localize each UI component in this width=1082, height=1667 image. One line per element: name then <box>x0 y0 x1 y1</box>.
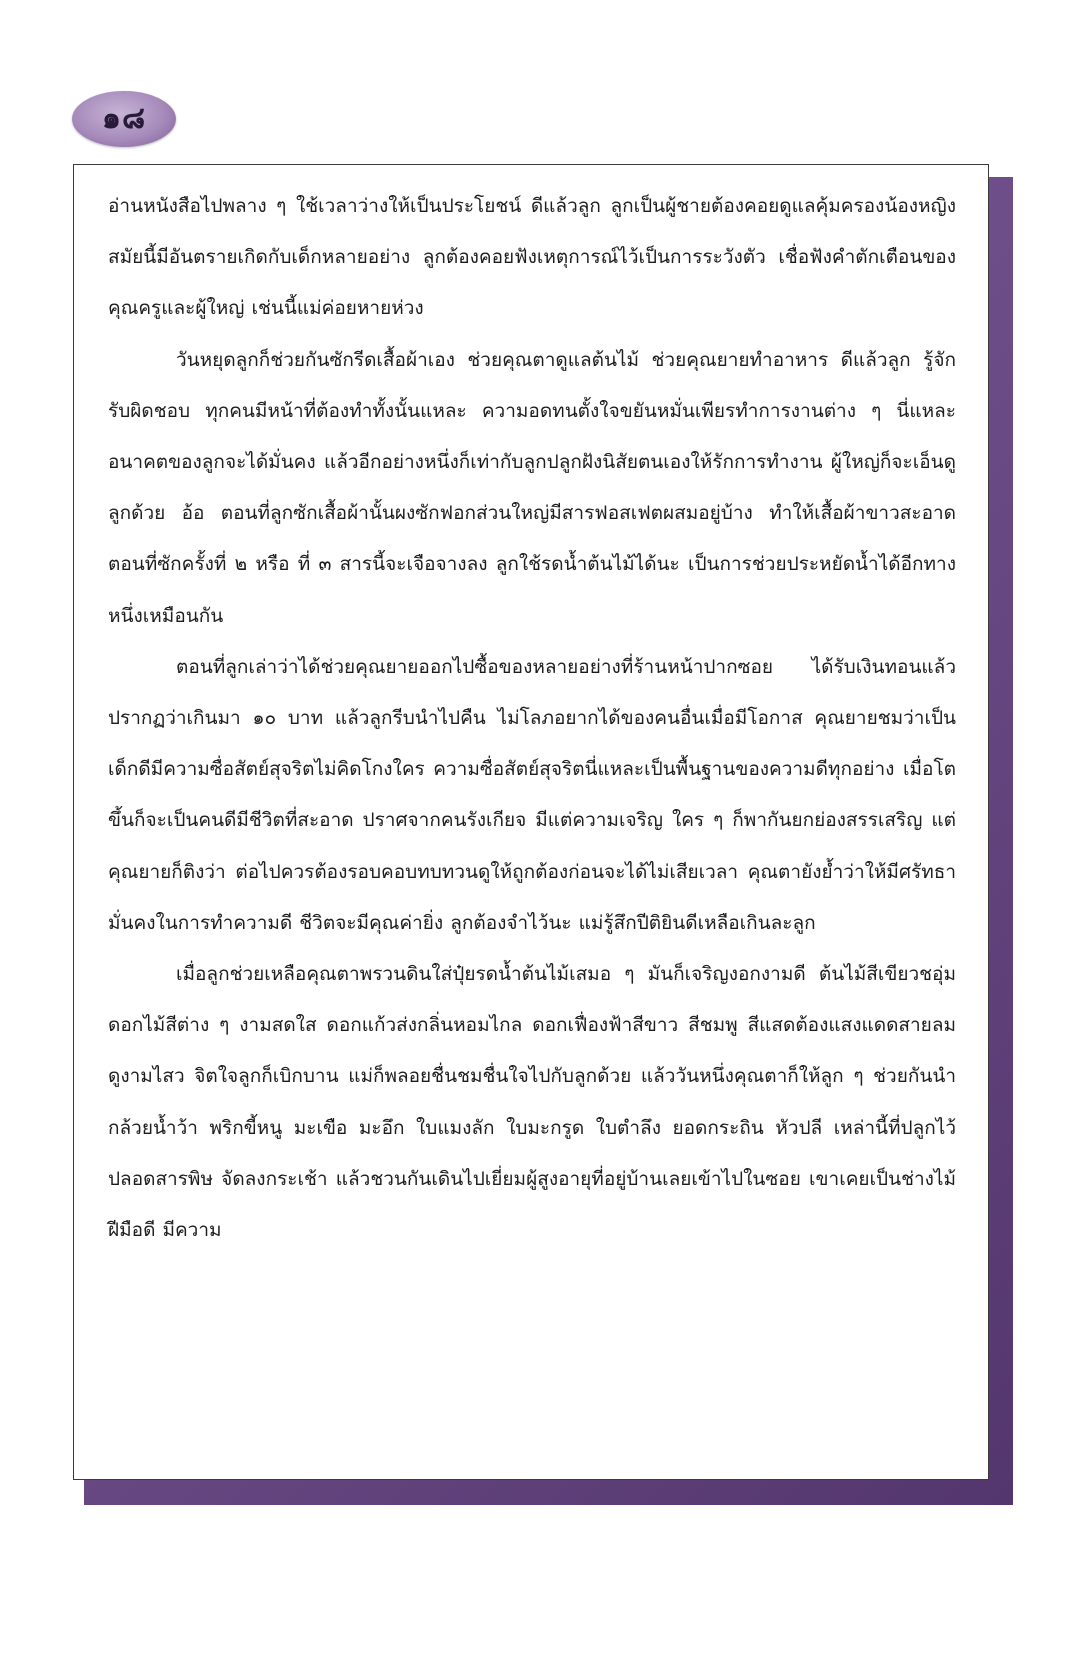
page-number: ๑๘ <box>101 101 147 136</box>
paragraph: อ่านหนังสือไปพลาง ๆ ใช้เวลาว่างให้เป็นประโยชน์ ดีแล้วลูก ลูกเป็นผู้ชายต้องคอยดูแลคุ้มครองน้องหญิง สมัยนี้มีอันตรายเกิดกับเด็กหลายอย่าง ลูกต้องคอยฟังเหตุการณ์ไว้เป็นการระวังตัว เชื่อฟังคำตักเตือนของคุณครูและผู้ใหญ่ เช่นนี้แม่ค่อยหายห่วง <box>108 195 956 320</box>
text-frame <box>73 164 989 1480</box>
page-number-badge <box>72 91 176 147</box>
paragraph: เมื่อลูกช่วยเหลือคุณตาพรวนดินใส่ปุ๋ยรดน้ำต้นไม้เสมอ ๆ มันก็เจริญงอกงามดี ต้นไม้สีเขียวชอุ่ม ดอกไม้สีต่าง ๆ งามสดใส ดอกแก้วส่งกลิ่นหอมไกล ดอกเฟื่องฟ้าสีขาว สีชมพู สีแสดต้องแสงแดดสายลม ดูงามไสว จิตใจลูกก็เบิกบาน แม่ก็พลอยชื่นชมชื่นใจไปกับลูกด้วย แล้ววันหนึ่งคุณตาก็ให้ลูก ๆ ช่วยกันนำกล้วยน้ำว้า พริกขี้หนู มะเขือ มะอึก ใบแมงลัก ใบมะกรูด ใบตำลึง ยอดกระถิน หัวปลี เหล่านี้ที่ปลูกไว้ปลอดสารพิษ จัดลงกระเช้า แล้วชวนกันเดินไปเยี่ยมผู้สูงอายุที่อยู่บ้านเลยเข้าไปในซอย เขาเคยเป็นช่างไม้ฝีมือดี มีความ <box>108 963 956 1242</box>
paragraph: วันหยุดลูกก็ช่วยกันซักรีดเสื้อผ้าเอง ช่วยคุณตาดูแลต้นไม้ ช่วยคุณยายทำอาหาร ดีแล้วลูก รู้จักรับผิดชอบ ทุกคนมีหน้าที่ต้องทำทั้งนั้นแหละ ความอดทนตั้งใจขยันหมั่นเพียรทำการงานต่าง ๆ นี่แหละ อนาคตของลูกจะได้มั่นคง แล้วอีกอย่างหนึ่งก็เท่ากับลูกปลูกฝังนิสัยตนเองให้รักการทำงาน ผู้ใหญ่ก็จะเอ็นดูลูกด้วย อ้อ ตอนที่ลูกซักเสื้อผ้านั้นผงซักฟอกส่วนใหญ่มีสารฟอสเฟตผสมอยู่บ้าง ทำให้เสื้อผ้าขาวสะอาด ตอนที่ซักครั้งที่ ๒ หรือ ที่ ๓ สารนี้จะเจือจางลง ลูกใช้รดน้ำต้นไม้ได้นะ เป็นการช่วยประหยัดน้ำได้อีกทางหนึ่งเหมือนกัน <box>108 348 956 627</box>
body-text <box>108 181 956 1256</box>
paragraph: ตอนที่ลูกเล่าว่าได้ช่วยคุณยายออกไปซื้อของหลายอย่างที่ร้านหน้าปากซอย ได้รับเงินทอนแล้วปรากฏว่าเกินมา ๑๐ บาท แล้วลูกรีบนำไปคืน ไม่โลภอยากได้ของคนอื่นเมื่อมีโอกาส คุณยายชมว่าเป็นเด็กดีมีความซื่อสัตย์สุจริตไม่คิดโกงใคร ความซื่อสัตย์สุจริตนี่แหละเป็นพื้นฐานของความดีทุกอย่าง เมื่อโตขึ้นก็จะเป็นคนดีมีชีวิตที่สะอาด ปราศจากคนรังเกียจ มีแต่ความเจริญ ใคร ๆ ก็พากันยกย่องสรรเสริญ แต่คุณยายก็ติงว่า ต่อไปควรต้องรอบคอบทบทวนดูให้ถูกต้องก่อนจะได้ไม่เสียเวลา คุณตายังย้ำว่าให้มีศรัทธามั่นคงในการทำความดี ชีวิตจะมีคุณค่ายิ่ง ลูกต้องจำไว้นะ แม่รู้สึกปีติยินดีเหลือเกินละลูก <box>108 655 956 934</box>
